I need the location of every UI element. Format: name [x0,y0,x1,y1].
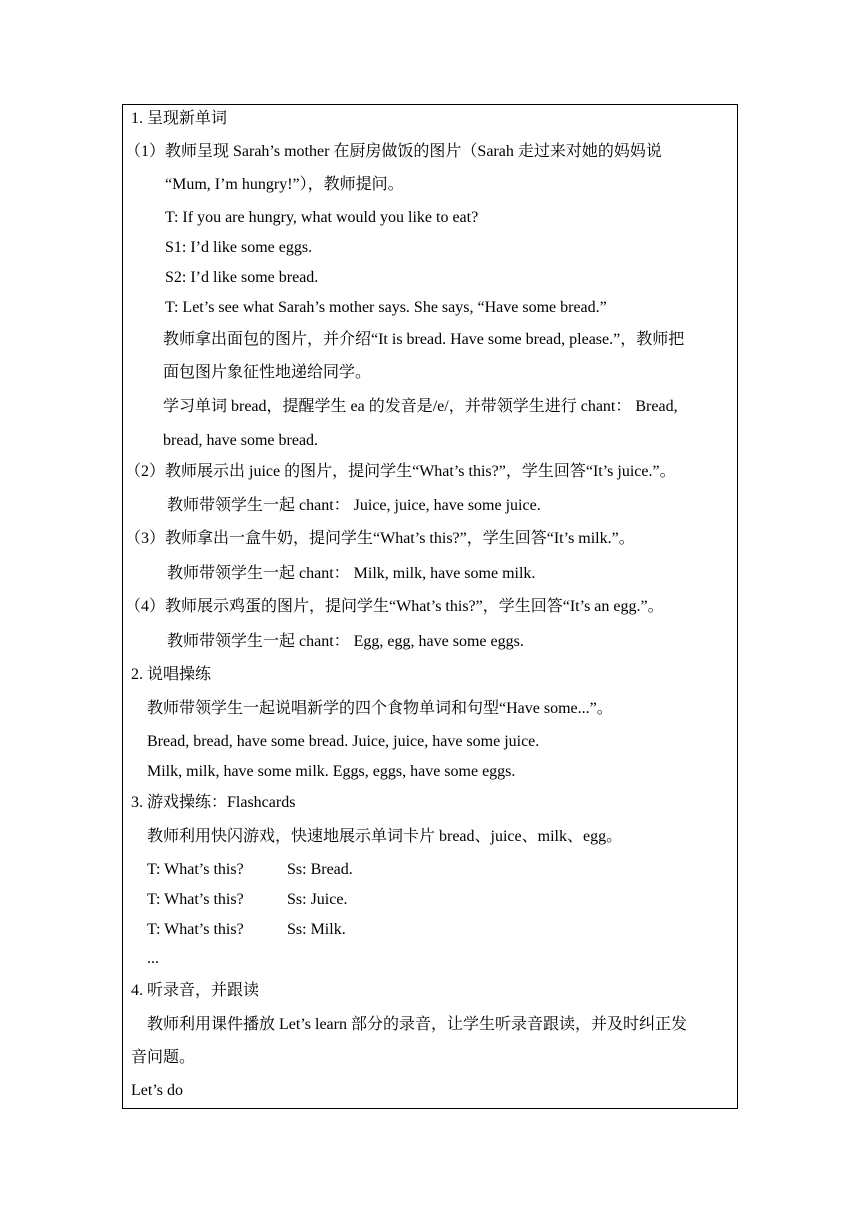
chant-line: 教师带领学生一起 chant： Egg, egg, have some eggs. [167,633,524,650]
step-1-text: （1）教师呈现 Sarah’s mother 在厨房做饭的图片（Sarah 走过来对她的妈妈说 [125,143,662,160]
dialogue-line: T: If you are hungry, what would you like to eat? [165,209,479,226]
paragraph-line: 教师利用课件播放 Let’s learn 部分的录音，让学生听录音跟读，并及时纠正发 [147,1016,687,1033]
step-3-text: （3）教师拿出一盒牛奶，提问学生“What’s this?”，学生回答“It’s milk.”。 [125,530,635,547]
chant-line: Milk, milk, have some milk. Eggs, eggs, have some eggs. [147,763,516,780]
chant-line: 教师带领学生一起 chant： Milk, milk, have some milk. [167,565,536,582]
paragraph-line: 教师拿出面包的图片，并介绍“It is bread. Have some bread, please.”，教师把 [163,331,685,348]
section-1-heading: 1. 呈现新单词 [131,110,228,127]
chant-line: 教师带领学生一起 chant： Juice, juice, have some juice. [167,497,541,514]
dialogue-line: S1: I’d like some eggs. [165,239,313,256]
dialogue-answer: Ss: Bread. [287,861,353,878]
dialogue-line: T: Let’s see what Sarah’s mother says. She says, “Have some bread.” [165,299,607,316]
step-4-text: （4）教师展示鸡蛋的图片，提问学生“What’s this?”，学生回答“It’s an egg.”。 [125,598,664,615]
ellipsis: ... [147,950,159,967]
chant-line: Bread, bread, have some bread. Juice, juice, have some juice. [147,733,540,750]
dialogue-question: T: What’s this? [147,861,244,878]
step-2-text: （2）教师展示出 juice 的图片，提问学生“What’s this?”，学生回答“It’s juice.”。 [125,463,676,480]
paragraph-line: 面包图片象征性地递给同学。 [163,364,372,381]
paragraph-line: bread, have some bread. [163,432,319,449]
section-2-heading: 2. 说唱操练 [131,666,212,683]
dialogue-answer: Ss: Juice. [287,891,348,908]
dialogue-answer: Ss: Milk. [287,921,346,938]
paragraph-line: 教师带领学生一起说唱新学的四个食物单词和句型“Have some...”。 [147,700,613,717]
paragraph-line: 音问题。 [131,1049,196,1066]
paragraph-line: 学习单词 bread，提醒学生 ea 的发音是/e/，并带领学生进行 chant： Bread, [163,398,678,415]
lesson-table-cell [122,104,738,1109]
lets-do-heading: Let’s do [131,1082,183,1099]
section-3-heading: 3. 游戏操练：Flashcards [131,794,296,811]
dialogue-question: T: What’s this? [147,921,244,938]
section-4-heading: 4. 听录音，并跟读 [131,982,260,999]
step-1-text-cont: “Mum, I’m hungry!”），教师提问。 [165,176,404,193]
dialogue-line: S2: I’d like some bread. [165,269,319,286]
paragraph-line: 教师利用快闪游戏，快速地展示单词卡片 bread、juice、milk、egg。 [147,828,623,845]
dialogue-question: T: What’s this? [147,891,244,908]
